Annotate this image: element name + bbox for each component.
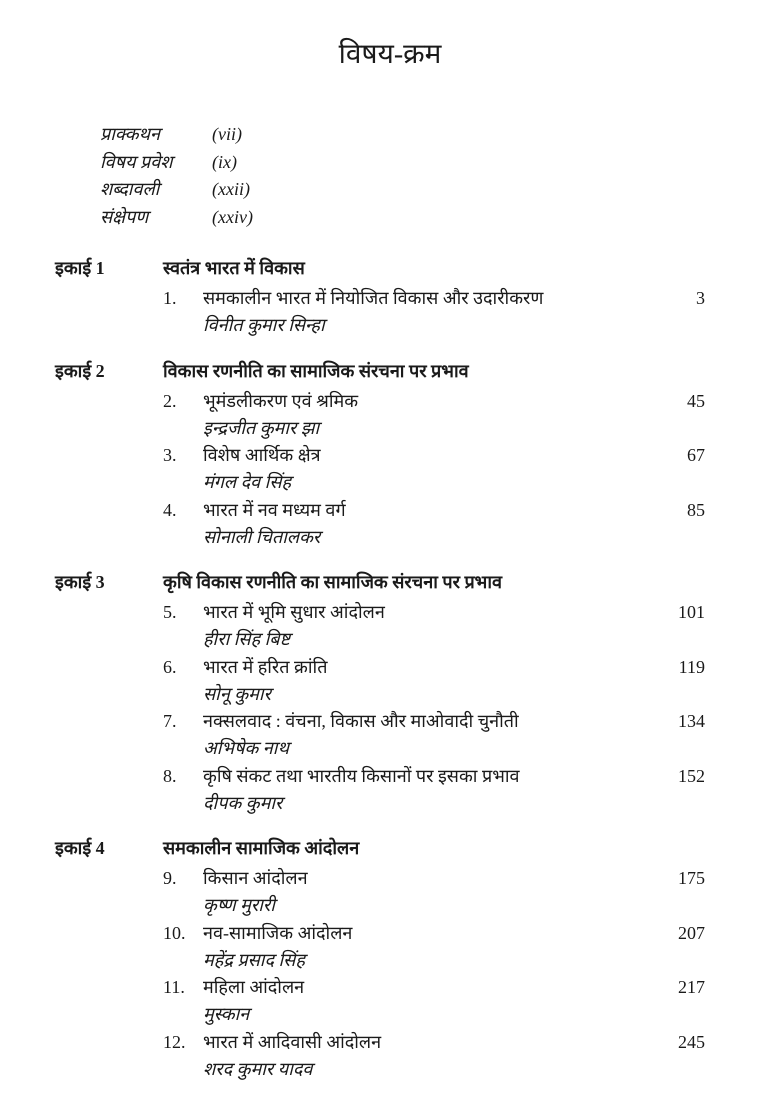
chapter-page: 101 [678,602,705,622]
unit-label: इकाई 4 [55,838,105,858]
unit-label: इकाई 3 [55,572,105,592]
chapter-entry[interactable] [55,442,705,497]
chapter-title: कृषि संकट तथा भारतीय किसानों पर इसका प्रभाव [203,765,520,786]
chapter-title: भूमंडलीकरण एवं श्रमिक [203,390,359,411]
front-matter-label: शब्दावली [100,179,160,199]
chapter-title: भारत में हरित क्रांति [203,656,328,677]
unit-heading[interactable] [55,254,705,282]
chapter-number: 1. [163,288,177,308]
unit-heading[interactable] [55,568,705,596]
chapter-author: दीपक कुमार [203,792,283,813]
chapter-author: मुस्कान [203,1004,250,1024]
chapter-number: 11. [163,977,185,997]
front-matter-label: प्राक्कथन [100,124,161,144]
chapter-title: महिला आंदोलन [203,977,305,997]
front-matter-page: (xxii) [212,179,250,199]
chapter-body [203,1029,645,1084]
front-matter-label: संक्षेपण [100,206,149,227]
chapter-number: 7. [163,711,177,731]
chapter-title: समकालीन भारत में नियोजित विकास और उदारीकरण [203,288,544,308]
front-matter-entry[interactable] [100,204,253,232]
front-matter-page: (ix) [212,151,237,172]
chapter-entry[interactable] [55,497,705,552]
chapter-page: 3 [696,288,705,308]
chapter-page: 134 [678,711,705,731]
chapter-body [203,285,645,340]
chapter-title: विशेष आर्थिक क्षेत्र [203,445,321,465]
chapter-body [203,974,645,1029]
chapter-body [203,865,645,920]
chapter-page: 207 [678,922,705,943]
chapter-entry[interactable] [55,708,705,763]
front-matter-page: (vii) [212,124,242,144]
unit-section [55,254,705,340]
chapter-body [203,708,645,763]
front-matter-entry[interactable] [100,176,253,204]
chapter-entry[interactable] [55,654,705,709]
chapter-title: किसान आंदोलन [203,868,308,888]
front-matter-entry[interactable] [100,149,253,177]
chapter-body [203,388,645,443]
chapter-author: इन्द्रजीत कुमार झा [203,417,320,438]
chapter-author: मंगल देव सिंह [203,472,292,492]
chapter-author: सोनू कुमार [203,683,271,704]
chapter-page: 85 [687,499,705,520]
chapter-page: 217 [678,977,705,997]
unit-section [55,357,705,552]
unit-label: इकाई 1 [55,258,105,278]
unit-title: समकालीन सामाजिक आंदोलन [163,838,360,858]
unit-section [55,568,705,817]
chapter-body [203,920,645,975]
chapter-entry[interactable] [55,388,705,443]
chapter-page: 175 [678,868,705,888]
chapter-entry[interactable] [55,599,705,654]
chapter-body [203,599,645,654]
front-matter-page: (xxiv) [212,206,253,227]
chapter-page: 245 [678,1031,705,1052]
chapter-number: 8. [163,765,177,786]
chapter-body [203,442,645,497]
chapter-page: 119 [678,656,705,677]
chapter-number: 2. [163,390,177,411]
chapter-entry[interactable] [55,763,705,818]
chapter-number: 6. [163,656,177,677]
chapter-number: 4. [163,499,177,520]
unit-title: विकास रणनीति का सामाजिक संरचना पर प्रभाव [163,360,469,381]
chapter-title: भारत में आदिवासी आंदोलन [203,1031,382,1052]
chapter-body [203,497,645,552]
chapter-title: भारत में भूमि सुधार आंदोलन [203,602,385,622]
unit-heading[interactable] [55,834,705,862]
chapter-page: 45 [687,390,705,411]
chapter-number: 5. [163,602,177,622]
chapter-author: हीरा सिंह बिष्ट [203,629,291,649]
unit-title: कृषि विकास रणनीति का सामाजिक संरचना पर प्रभाव [163,572,503,592]
front-matter-entry[interactable] [100,121,253,149]
unit-label: इकाई 2 [55,360,105,381]
chapter-author: कृष्ण मुरारी [203,895,275,915]
chapter-title: नक्सलवाद : वंचना, विकास और माओवादी चुनौती [203,711,519,731]
chapter-author: विनीत कुमार सिन्हा [203,315,325,335]
chapter-author: शरद कुमार यादव [203,1058,313,1079]
chapter-author: सोनाली चितालकर [203,526,321,547]
unit-section [55,834,705,1083]
chapter-entry[interactable] [55,920,705,975]
chapter-author: अभिषेक नाथ [203,738,289,758]
unit-heading[interactable] [55,357,705,385]
front-matter-label: विषय प्रवेश [100,151,173,172]
units-list [55,254,705,1100]
chapter-page: 67 [687,445,705,465]
chapter-number: 3. [163,445,177,465]
page-title: विषय-क्रम [338,39,442,70]
unit-title: स्वतंत्र भारत में विकास [163,258,305,278]
chapter-entry[interactable] [55,285,705,340]
chapter-entry[interactable] [55,974,705,1029]
chapter-title: भारत में नव मध्यम वर्ग [203,499,346,520]
chapter-author: महेंद्र प्रसाद सिंह [203,949,305,970]
chapter-entry[interactable] [55,1029,705,1084]
chapter-number: 12. [163,1031,186,1052]
front-matter-list [100,121,253,231]
chapter-page: 152 [678,765,705,786]
chapter-number: 10. [163,922,186,943]
chapter-body [203,654,645,709]
chapter-number: 9. [163,868,177,888]
chapter-body [203,763,645,818]
chapter-title: नव-सामाजिक आंदोलन [203,922,353,943]
chapter-entry[interactable] [55,865,705,920]
